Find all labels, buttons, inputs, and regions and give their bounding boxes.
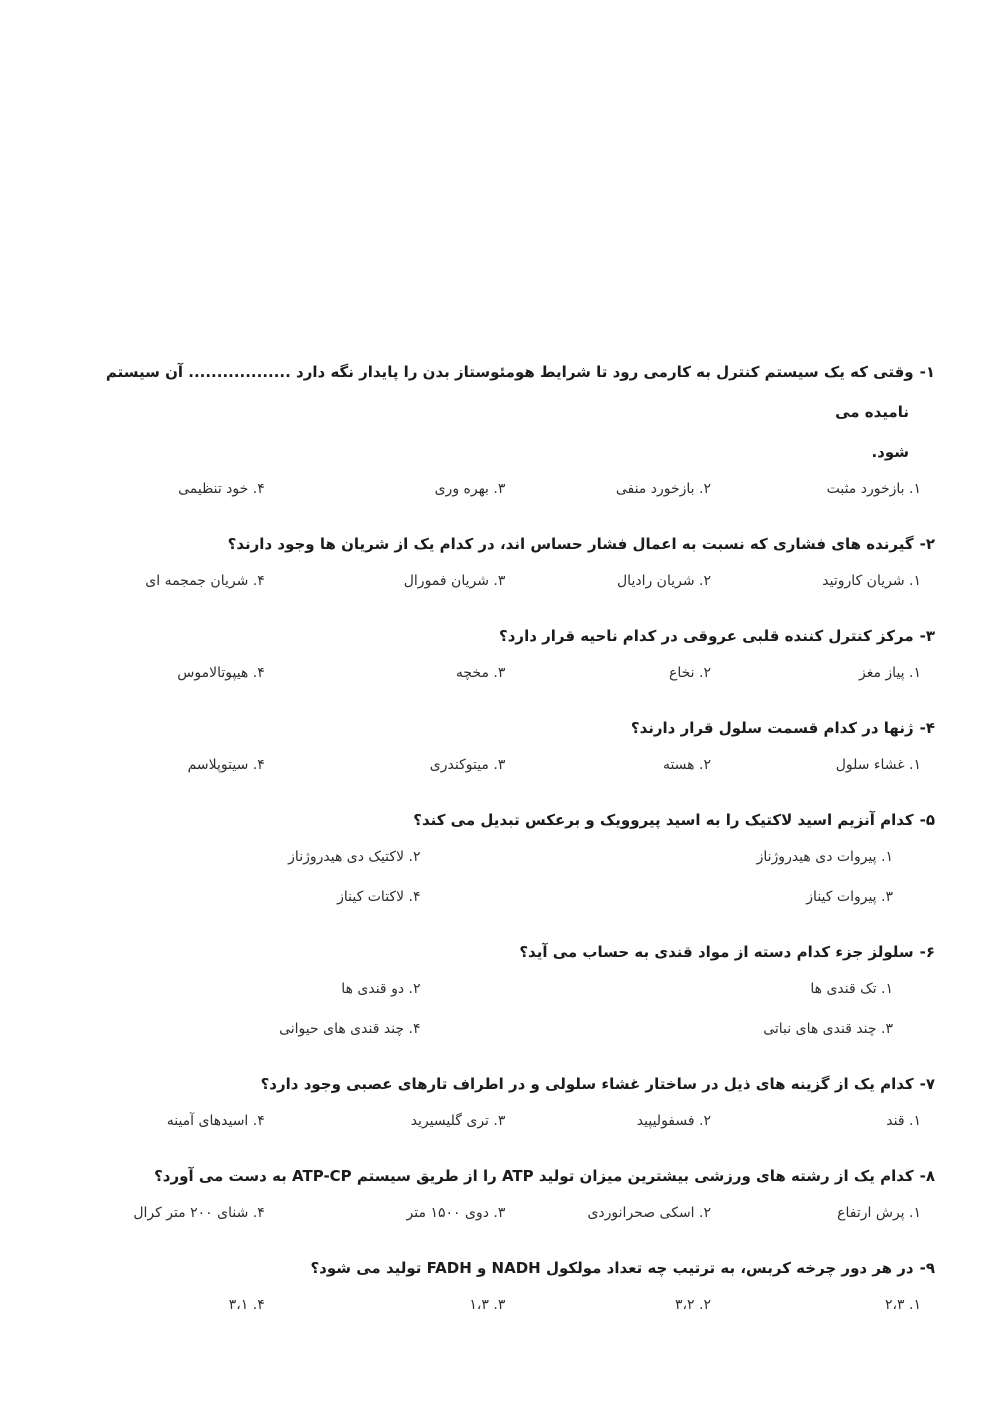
question-7-number: ۷- xyxy=(919,1075,935,1093)
question-7-option-4: ۴. اسیدهای آمینه xyxy=(166,1113,265,1129)
question-9-options xyxy=(60,1292,935,1318)
question-4-title xyxy=(60,708,935,748)
question-5-number: ۵- xyxy=(919,811,935,829)
question-1 xyxy=(60,352,935,502)
question-9-text: در هر دور چرخه کربس، به ترتیب چه تعداد مولکول NADH و FADH تولید می شود؟ xyxy=(310,1259,914,1277)
question-3-options xyxy=(60,660,935,686)
question-5-option-3: ۳. پیروات کیناز xyxy=(806,889,893,905)
question-3-text: مرکز کنترل کننده قلبی عروقی در کدام ناحیه قرار دارد؟ xyxy=(499,627,914,645)
question-7-option-1: ۱. قند xyxy=(886,1113,921,1129)
question-2-option-1: ۱. شریان کاروتید xyxy=(822,573,921,589)
question-2-option-4: ۴. شریان جمجمه ای xyxy=(145,573,265,589)
question-1-option-2: ۲. بازخورد منفی xyxy=(615,481,711,497)
question-4-options xyxy=(60,752,935,778)
question-4-option-4: ۴. سیتوپلاسم xyxy=(187,757,265,773)
question-1-title xyxy=(60,352,935,432)
question-6 xyxy=(60,932,935,1042)
question-5-text: کدام آنزیم اسید لاکتیک را به اسید پیروویک و برعکس تبدیل می کند؟ xyxy=(413,811,914,829)
question-3-option-1: ۱. پیاز مغز xyxy=(858,665,921,681)
question-6-option-1: ۱. تک قندی ها xyxy=(810,981,893,997)
question-6-option-3: ۳. چند قندی های نباتی xyxy=(763,1021,893,1037)
question-8-number: ۸- xyxy=(919,1167,935,1185)
question-6-title xyxy=(60,932,935,972)
question-7-text: کدام یک از گزینه های ذیل در ساختار غشاء سلولی و در اطراف تارهای عصبی وجود دارد؟ xyxy=(260,1075,914,1093)
question-9-option-2: ۲. ۳،۲ xyxy=(675,1297,711,1313)
question-2-number: ۲- xyxy=(919,535,935,553)
question-6-option-2: ۲. دو قندی ها xyxy=(341,981,421,997)
question-2-option-3: ۳. شریان فمورال xyxy=(403,573,506,589)
question-6-number: ۶- xyxy=(919,943,935,961)
question-5-options xyxy=(60,844,935,910)
question-8-option-4: ۴. شنای ۲۰۰ متر کرال xyxy=(133,1205,265,1221)
question-8-option-1: ۱. پرش ارتفاع xyxy=(837,1205,921,1221)
question-8-title xyxy=(60,1156,935,1196)
question-6-options xyxy=(60,976,935,1042)
question-2-options xyxy=(60,568,935,594)
question-9 xyxy=(60,1248,935,1318)
question-8-option-2: ۲. اسکی صحرانوردی xyxy=(587,1205,711,1221)
question-1-option-3: ۳. بهره وری xyxy=(434,481,506,497)
question-9-title xyxy=(60,1248,935,1288)
question-3-number: ۳- xyxy=(919,627,935,645)
question-1-option-4: ۴. خود تنظیمی xyxy=(178,481,265,497)
question-9-number: ۹- xyxy=(919,1259,935,1277)
question-5-option-2: ۲. لاکتیک دی هیدروژناز xyxy=(288,849,421,865)
question-5-option-4: ۴. لاکتات کیناز xyxy=(337,889,421,905)
question-5-option-1: ۱. پیروات دی هیدروژناز xyxy=(756,849,893,865)
question-1-text-continued: شود. xyxy=(871,443,909,461)
question-1-option-1: ۱. بازخورد مثبت xyxy=(826,481,921,497)
question-4-option-1: ۱. غشاء سلول xyxy=(835,757,921,773)
question-3-title xyxy=(60,616,935,656)
question-5 xyxy=(60,800,935,910)
question-3-option-3: ۳. مخچه xyxy=(455,665,506,681)
question-8-text: کدام یک از رشته های ورزشی بیشترین میزان تولید ATP را از طریق سیستم ATP-CP به دست می آورد؟ xyxy=(154,1167,914,1185)
question-2-text: گیرنده های فشاری که نسبت به اعمال فشار حساس اند، در کدام یک از شریان ها وجود دارند؟ xyxy=(227,535,914,553)
question-3-option-2: ۲. نخاع xyxy=(669,665,711,681)
question-9-option-3: ۳. ۱،۳ xyxy=(469,1297,506,1313)
question-7-options xyxy=(60,1108,935,1134)
question-4 xyxy=(60,708,935,778)
question-9-option-4: ۴. ۳،۱ xyxy=(228,1297,265,1313)
question-2-option-2: ۲. شریان رادیال xyxy=(617,573,711,589)
question-4-text: ژنها در کدام قسمت سلول قرار دارند؟ xyxy=(630,719,914,737)
question-2 xyxy=(60,524,935,594)
question-7-option-3: ۳. تری گلیسیرید xyxy=(410,1113,506,1129)
question-8 xyxy=(60,1156,935,1226)
question-7-option-2: ۲. فسفولیپید xyxy=(636,1113,711,1129)
question-1-text: وقتی که یک سیستم کنترل به کارمی رود تا شرایط هومئوستاز بدن را پایدار نگه دارد .................. آن سیستم نامیده می xyxy=(105,363,914,421)
question-6-option-4: ۴. چند قندی های حیوانی xyxy=(279,1021,421,1037)
question-2-title xyxy=(60,524,935,564)
question-3 xyxy=(60,616,935,686)
question-4-option-2: ۲. هسته xyxy=(662,757,711,773)
question-3-option-4: ۴. هیپوتالاموس xyxy=(177,665,265,681)
question-5-title xyxy=(60,800,935,840)
question-1-options xyxy=(60,476,935,502)
question-8-option-3: ۳. دوی ۱۵۰۰ متر xyxy=(406,1205,506,1221)
question-7 xyxy=(60,1064,935,1134)
question-1-number: ۱- xyxy=(919,363,935,381)
question-6-text: سلولز جزء کدام دسته از مواد قندی به حساب می آید؟ xyxy=(519,943,914,961)
question-4-option-3: ۳. میتوکندری xyxy=(429,757,506,773)
question-9-option-1: ۱. ۲،۳ xyxy=(885,1297,921,1313)
question-7-title xyxy=(60,1064,935,1104)
question-4-number: ۴- xyxy=(919,719,935,737)
question-8-options xyxy=(60,1200,935,1226)
